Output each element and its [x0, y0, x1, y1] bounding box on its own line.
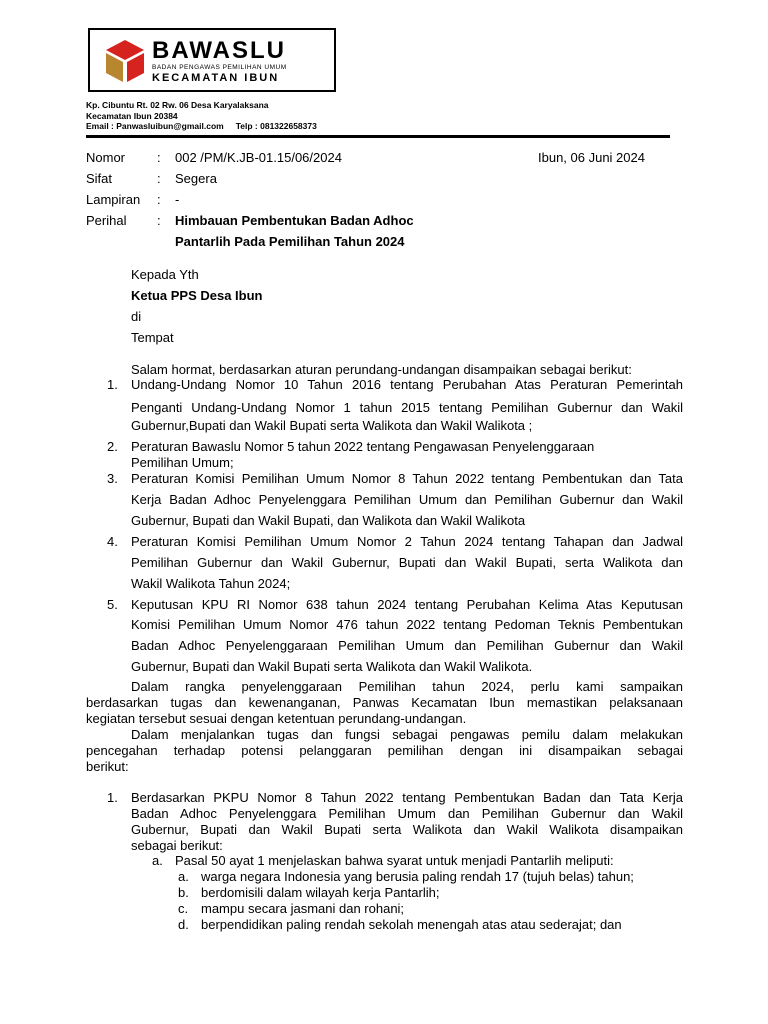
recipient-greeting: Kepada Yth — [131, 267, 199, 282]
colon: : — [157, 171, 161, 186]
legal-line: Gubernur, Bupati dan Wakil Bupati serta Walikota dan Wakil Walikota. — [131, 659, 533, 674]
legal-line: Wakil Walikota Tahun 2024; — [131, 576, 291, 591]
org-name: BAWASLU — [152, 37, 286, 64]
criteria-num: a. — [178, 869, 189, 884]
legal-line: Pemilihan Umum; — [131, 455, 234, 470]
legal-line: Peraturan Komisi Pemilihan Umum Nomor 8 Tahun 2022 tentang Pembentukan dan Tata — [131, 471, 683, 486]
criteria-num: d. — [178, 917, 189, 932]
org-full-name: BADAN PENGAWAS PEMILIHAN UMUM — [152, 64, 287, 71]
criteria-text: mampu secara jasmani dan rohani; — [201, 901, 405, 916]
colon: : — [157, 150, 161, 165]
letterhead-address — [86, 100, 317, 132]
legal-num: 1. — [107, 377, 118, 392]
legal-line: Kerja Badan Adhoc Penyelenggara Pemilihan Umum dan Pemilihan Gubernur dan Wakil — [131, 492, 683, 507]
criteria-num: c. — [178, 901, 189, 916]
legal-line: Peraturan Bawaslu Nomor 5 tahun 2022 tentang Pengawasan Penyelenggaraan — [131, 439, 595, 454]
recipient-place: Tempat — [131, 330, 174, 345]
address-line-1: Kp. Cibuntu Rt. 02 Rw. 06 Desa Karyalaksana — [86, 100, 269, 110]
nomor-label: Nomor — [86, 150, 126, 165]
legal-line: Penganti Undang-Undang Nomor 1 tahun 2015 tentang Pemilihan Gubernur dan Wakil — [131, 400, 683, 415]
intro-text: Salam hormat, berdasarkan aturan perundang-undangan disampaikan sebagai berikut: — [131, 362, 632, 377]
email-text: Email : Panwasluibun@gmail.com — [86, 121, 224, 131]
recipient-di: di — [131, 309, 142, 324]
point-line: Badan Adhoc Penyelenggara Pemilihan Umum dan Pemilihan Gubernur dan Wakil — [131, 806, 683, 821]
lampiran-value: - — [175, 192, 180, 207]
paragraph-line: kegiatan tersebut sesuai dengan ketentuan perundang-undangan. — [86, 711, 467, 726]
perihal-line-2: Pantarlih Pada Pemilihan Tahun 2024 — [175, 234, 405, 249]
paragraph-line: pencegahan terhadap potensi pelanggaran pemilihan dengan ini disampaikan sebagai — [86, 743, 683, 758]
sub-point-text: Pasal 50 ayat 1 menjelaskan bahwa syarat untuk menjadi Pantarlih meliputi: — [175, 853, 614, 868]
paragraph-line: berikut: — [86, 759, 129, 774]
legal-line: Badan Adhoc Penyelenggaraan Pemilihan Umum dan Pemilihan Gubernur dan Wakil — [131, 638, 683, 653]
colon: : — [157, 213, 161, 228]
legal-num: 4. — [107, 534, 118, 549]
point-line: Berdasarkan PKPU Nomor 8 Tahun 2022 tentang Pembentukan Badan dan Tata Kerja — [131, 790, 683, 805]
criteria-num: b. — [178, 885, 189, 900]
perihal-label: Perihal — [86, 213, 127, 228]
colon: : — [157, 192, 161, 207]
criteria-text: warga negara Indonesia yang berusia paling rendah 17 (tujuh belas) tahun; — [201, 869, 634, 884]
perihal-line-1: Himbauan Pembentukan Badan Adhoc — [175, 213, 414, 228]
legal-num: 2. — [107, 439, 118, 454]
paragraph-line: Dalam menjalankan tugas dan fungsi sebagai pengawas pemilu dalam melakukan — [131, 727, 683, 742]
sifat-value: Segera — [175, 171, 217, 186]
legal-line: Gubernur,Bupati dan Wakil Bupati serta Walikota dan Wakil Walikota ; — [131, 418, 533, 433]
point-num: 1. — [107, 790, 118, 805]
point-line: Gubernur, Bupati dan Wakil Bupati serta Walikota dan Wakil Walikota disampaikan — [131, 822, 683, 837]
legal-line: Peraturan Komisi Pemilihan Umum Nomor 2 Tahun 2024 tentang Tahapan dan Jadwal — [131, 534, 683, 549]
bawaslu-logo-icon — [106, 40, 144, 82]
phone-text: Telp : 081322658373 — [235, 121, 317, 131]
lampiran-label: Lampiran — [86, 192, 141, 207]
sifat-label: Sifat — [86, 171, 113, 186]
point-line: sebagai berikut: — [131, 838, 223, 853]
criteria-text: berpendidikan paling rendah sekolah menengah atas atau sederajat; dan — [201, 917, 622, 932]
paragraph-line: Dalam rangka penyelenggaraan Pemilihan tahun 2024, perlu kami sampaikan — [131, 679, 683, 694]
legal-line: Komisi Pemilihan Umum Nomor 476 tahun 2022 tentang Pedoman Teknis Pembentukan — [131, 617, 683, 632]
nomor-value: 002 /PM/K.JB-01.15/06/2024 — [175, 150, 342, 165]
letterhead-logo-box — [88, 28, 336, 92]
legal-line: Keputusan KPU RI Nomor 638 tahun 2024 tentang Perubahan Kelima Atas Keputusan — [131, 597, 683, 612]
org-district: KECAMATAN IBUN — [152, 72, 280, 84]
sub-point-num: a. — [152, 853, 163, 868]
place-date: Ibun, 06 Juni 2024 — [538, 150, 645, 165]
legal-line: Gubernur, Bupati dan Wakil Bupati, dan Walikota dan Wakil Walikota — [131, 513, 526, 528]
address-line-2: Kecamatan Ibun 20384 — [86, 110, 178, 121]
criteria-text: berdomisili dalam wilayah kerja Pantarlih; — [201, 885, 440, 900]
legal-line: Undang-Undang Nomor 10 Tahun 2016 tentang Perubahan Atas Peraturan Pemerintah — [131, 377, 683, 392]
legal-line: Pemilihan Gubernur dan Wakil Gubernur, Bupati dan Wakil Bupati, serta Walikota dan — [131, 555, 683, 570]
letterhead-divider — [86, 135, 670, 138]
legal-num: 5. — [107, 597, 118, 612]
legal-num: 3. — [107, 471, 118, 486]
recipient-name: Ketua PPS Desa Ibun — [131, 288, 263, 303]
paragraph-line: berdasarkan tugas dan kewenanganan, Panwas Kecamatan Ibun memastikan pelaksanaan — [86, 695, 683, 710]
